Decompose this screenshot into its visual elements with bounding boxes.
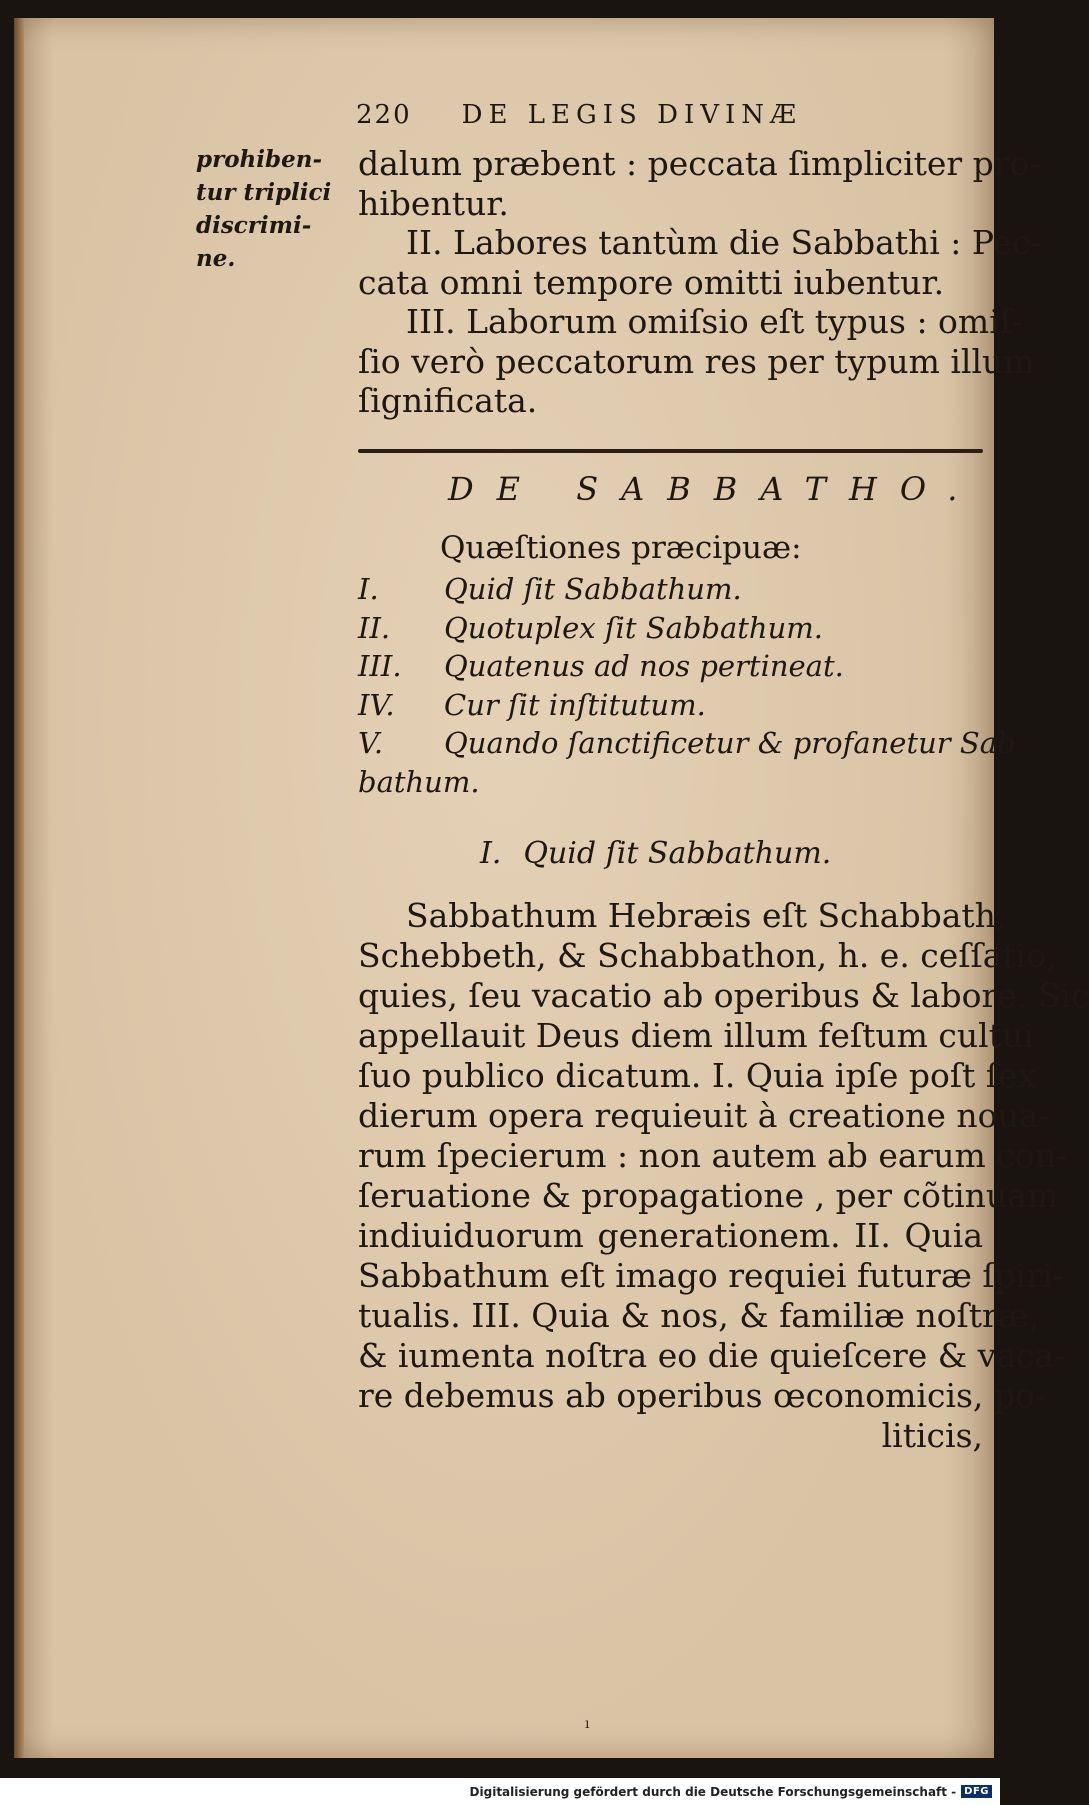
- question-item: [358, 647, 983, 686]
- text-line: liticis,: [881, 1416, 983, 1455]
- text-line: & iumenta noſtra eo die quieſcere & vaca-: [358, 1336, 1066, 1375]
- dfg-logo-icon: DFG: [961, 1785, 992, 1798]
- footer-credit: Digitalisierung gefördert durch die Deutsche Forschungsgemeinschaft -: [469, 1784, 957, 1799]
- subsection-number: I.: [480, 836, 502, 871]
- text-line: II. Labores tantùm die Sabbathi : Pec-: [406, 223, 1042, 262]
- running-title: DE LEGIS DIVINÆ: [461, 100, 803, 130]
- question-number: V.: [358, 726, 384, 760]
- margin-note: [196, 143, 346, 275]
- questions-list: [358, 570, 1016, 801]
- text-line: Schebbeth, & Schabbathon, h. e. ceſſatio,: [358, 936, 1057, 975]
- question-text: Cur ſit inſtitutum.: [444, 687, 706, 722]
- page-gutter-edge: [14, 18, 24, 1758]
- text-line: quies, ſeu vacatio ab operibus & labore. Sic: [358, 976, 1089, 1015]
- subsection-title: Quid ſit Sabbathum.: [523, 836, 832, 871]
- text-line: dalum præbent : peccata ſimpliciter pro-: [358, 144, 1041, 183]
- question-number: III.: [358, 649, 402, 683]
- bottom-mark: ı: [585, 1716, 590, 1732]
- text-line: rum ſpecierum : non autem ab earum con-: [358, 1136, 1068, 1175]
- question-number: II.: [358, 610, 391, 645]
- running-head: [356, 100, 976, 130]
- text-line: Sabbathum eſt imago requiei futuræ ſpiri-: [358, 1256, 1064, 1295]
- text-line: ſio verò peccatorum res per typum illum: [358, 341, 1035, 381]
- text-line: indiuiduorum generationem. II. Quia: [358, 1216, 983, 1255]
- question-number: IV.: [358, 687, 395, 722]
- question-text: Quando ſanctificetur & profanetur Sab: [444, 726, 1016, 760]
- text-line: ſignificata.: [358, 381, 538, 420]
- text-line: cata omni tempore omitti iubentur.: [358, 262, 945, 302]
- question-text: Quatenus ad nos pertineat.: [444, 649, 844, 683]
- page-number: 220: [356, 100, 412, 130]
- text-line: appellauit Deus diem illum feſtum cultui: [358, 1016, 1034, 1055]
- question-item: [358, 570, 983, 609]
- text-line: re debemus ab operibus œconomicis, po-: [358, 1376, 1047, 1415]
- question-text: Quotuplex ſit Sabbathum.: [444, 610, 823, 645]
- question-item: [358, 609, 983, 648]
- question-number: I.: [358, 572, 379, 606]
- questions-intro: Quæſtiones præcipuæ:: [440, 530, 802, 566]
- text-line: ſeruatione & propagatione , per cõtinuam: [358, 1176, 1059, 1215]
- question-item: [358, 724, 1016, 763]
- question-item: [358, 686, 983, 725]
- text-line: hibentur.: [358, 183, 509, 223]
- text-line: Sabbathum Hebræis eſt Schabbath,: [406, 896, 1007, 935]
- top-text-block: [358, 144, 1042, 421]
- body-text-block: [358, 896, 1089, 1456]
- question-text: Quid ſit Sabbathum.: [444, 572, 742, 606]
- margin-note-line: discrimi-: [196, 212, 312, 239]
- section-divider-rule: [358, 449, 983, 453]
- question-continuation: bathum.: [358, 764, 480, 799]
- subsection-heading: [480, 836, 831, 871]
- footer-bar: [0, 1778, 1000, 1805]
- text-line: ſuo publico dicatum. I. Quia ipſe poſt ſex: [358, 1056, 1037, 1095]
- text-line: III. Laborum omiſsio eſt typus : omiſ-: [406, 302, 1024, 341]
- margin-note-line: ne.: [196, 245, 236, 272]
- text-line: tualis. III. Quia & nos, & familiæ noſtræ,: [358, 1296, 1040, 1335]
- margin-note-line: tur triplici: [196, 179, 332, 206]
- section-heading: DE SABBATHO.: [448, 470, 981, 508]
- text-line: dierum opera requieuit à creatione noua-: [358, 1096, 1050, 1135]
- margin-note-line: prohiben-: [196, 146, 322, 173]
